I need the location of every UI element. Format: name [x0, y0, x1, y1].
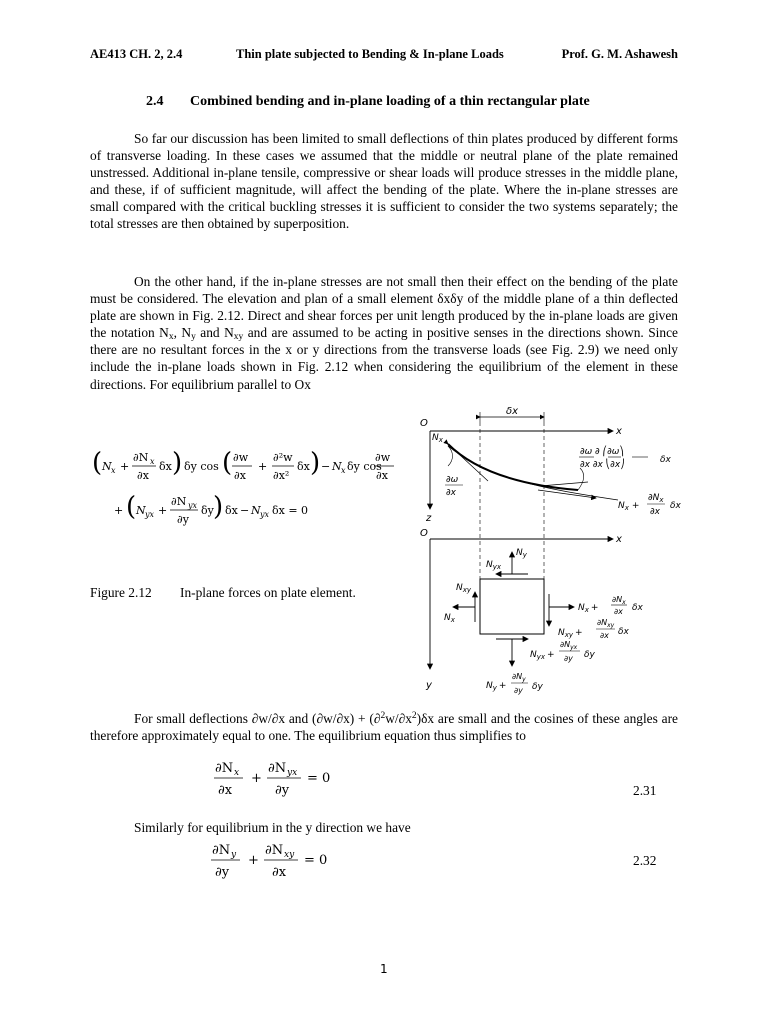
label-delta-x: δx: [618, 627, 629, 637]
eq-num: ∂N: [268, 761, 287, 776]
y-axis-label: y: [426, 680, 432, 691]
label-dNyx-den: ∂y: [564, 654, 573, 663]
eq-sub: x: [150, 457, 155, 466]
section-title: Combined bending and in-plane loading of a thin rectangular plate: [190, 94, 590, 109]
page-header: [90, 47, 678, 65]
eq-Nx: N: [102, 460, 112, 473]
equilibrium-equation: [92, 440, 402, 530]
eq-dw: ∂w: [375, 451, 391, 464]
label-dw-den: ∂x: [446, 488, 456, 498]
subscript: x: [168, 332, 174, 343]
caption-number: Figure 2.12: [90, 585, 152, 600]
eq-den: ∂y: [275, 783, 290, 798]
eq-rhs: = 0: [307, 771, 331, 786]
x-axis-label: x: [616, 426, 622, 437]
eq-plus: +: [158, 504, 168, 517]
section-heading: [146, 94, 590, 110]
superscript: 2: [411, 711, 417, 721]
subscript: xy: [233, 332, 244, 343]
label-Nyx-plus: $N_{yx}$ +: [530, 650, 555, 661]
eq-delta-x: δx: [159, 460, 172, 473]
equation-2-31: [213, 758, 343, 802]
paragraph-text: and N: [195, 325, 234, 341]
origin-label: O: [420, 418, 428, 429]
eq-plus: +: [258, 460, 268, 473]
paragraph-inplane: [90, 273, 678, 393]
header-course: AE413 CH. 2, 2.4: [90, 47, 183, 61]
paragraph-text: and are assumed to be acting in positive senses in the directions shown. Since there are no resultant forces in the x or y directions from the transverse loads (see Fig. 2.9) we need only include the in-plane loads shown in Fig. 2.12 when considering the equilibrium of the element in these directions. For equilibrium parallel to Ox: [90, 325, 678, 392]
label-dNx-den: ∂x: [650, 507, 660, 517]
label-dNx-num: $\partial N_x$: [648, 493, 664, 504]
eq-sub: yx: [188, 501, 198, 510]
label-slope-bot: ∂x ∂x ⎝∂x⎠: [580, 460, 625, 470]
eq-den: ∂x: [272, 865, 287, 880]
label-delta-x: δx: [670, 501, 681, 511]
eq-end: δx = 0: [272, 504, 309, 517]
eq-num: ∂N: [212, 843, 231, 858]
label-Nx-plus: $N_x$ +: [618, 501, 640, 512]
eq-d2w: ∂²w: [273, 451, 293, 464]
label-dNx-num: $\partial N_x$: [612, 595, 626, 606]
eq-dy-cos: δy cos: [347, 460, 382, 473]
eq-dx: ∂x: [234, 469, 246, 482]
eq-Nyx: N: [251, 504, 261, 517]
paragraph-small-deflections: [90, 710, 678, 744]
label-slope-top: ∂ω ∂ ⎛∂ω⎞: [580, 447, 624, 457]
paren-open: (: [92, 448, 103, 478]
eq-sub: x: [234, 768, 240, 778]
label-Nxy: $N_{xy}$: [456, 583, 472, 594]
eq-plus: +: [248, 853, 259, 868]
label-dNxy-num: $\partial N_{xy}$: [597, 618, 615, 629]
header-author: Prof. G. M. Ashawesh: [561, 47, 678, 61]
page-number: 1: [380, 962, 388, 976]
eq-den: ∂x: [218, 783, 233, 798]
label-Nx-plus-plan: $N_x$ +: [578, 603, 599, 614]
paragraph-y-direction: Similarly for equilibrium in the y direction we have: [134, 820, 411, 835]
label-dNy-num: $\partial N_y$: [512, 672, 526, 683]
paragraph-text: )δx are small and the cosines of these angles are therefore approximately equal to one. The equilibrium equation thus simplifies to: [90, 711, 678, 744]
eq-delta-y: δy: [201, 504, 214, 517]
eq-Nx: N: [332, 460, 342, 473]
label-delta-x: δx: [632, 603, 643, 613]
label-Nyx: $N_{yx}$: [486, 560, 502, 571]
eq-num: ∂N: [265, 843, 284, 858]
eq-minus: −: [240, 504, 250, 517]
header-title: Thin plate subjected to Bending & In-plane Loads: [236, 47, 504, 61]
paragraph-text: On the other hand, if the in-plane stresses are not small then their effect on the bending of the plate must be considered. The elevation and plan of a small element δxδy of the middle plane of a thin deflected plate are shown in Fig. 2.12. Direct and shear forces per unit length produced by the in-plane loads are given the notation N: [90, 274, 678, 341]
eq-sub: x: [111, 466, 116, 475]
eq-dw: ∂w: [233, 451, 249, 464]
eq-sub: yx: [145, 510, 155, 519]
figure-caption: [90, 585, 356, 601]
eq-Nyx: N: [136, 504, 146, 517]
label-dNx-den: ∂x: [614, 607, 623, 616]
eq-sub: yx: [260, 510, 270, 519]
paragraph-text: For small deflections ∂w/∂x and (∂w/∂x) + (∂: [134, 711, 381, 726]
paren-close: ): [213, 492, 224, 522]
label-dw-num: ∂ω: [446, 475, 459, 485]
label-Nx: $N_x$: [444, 613, 455, 624]
figure-inplane-forces: [418, 404, 690, 696]
label-dNy-den: ∂y: [514, 686, 523, 695]
paren-open: (: [222, 448, 233, 478]
paren-open: (: [126, 492, 137, 522]
label-delta-y: δy: [584, 650, 595, 660]
paragraph-text: w/∂x: [385, 711, 412, 726]
label-Nx: $N_x$: [432, 433, 443, 444]
equation-number: 2.31: [633, 783, 657, 798]
eq-dN: ∂N: [133, 451, 149, 464]
eq-den: ∂y: [215, 865, 230, 880]
paren-close: ): [172, 448, 183, 478]
eq-dy: ∂y: [177, 513, 189, 526]
eq-sub: xy: [284, 850, 295, 860]
subscript: y: [191, 332, 196, 343]
origin-label: O: [420, 528, 428, 539]
x-axis-label: x: [616, 534, 622, 545]
eq-sub: y: [231, 850, 237, 860]
eq-num: ∂N: [215, 761, 234, 776]
section-number: 2.4: [146, 94, 164, 109]
dimension-dx: δx: [506, 406, 519, 417]
label-Ny-plus: $N_y$ +: [486, 681, 507, 692]
paren-close: ): [310, 448, 321, 478]
label-dNyx-num: $\partial N_{yx}$: [560, 640, 578, 651]
superscript: 2: [380, 711, 386, 721]
eq-minus: −: [321, 460, 331, 473]
eq-plus: +: [251, 771, 262, 786]
eq-sub: x: [341, 466, 346, 475]
label-Nxy-plus: $N_{xy}$ +: [558, 628, 583, 639]
caption-text: In-plane forces on plate element.: [180, 585, 356, 600]
eq-delta-x: δx: [225, 504, 238, 517]
eq-dx: ∂x: [376, 469, 388, 482]
eq-sub: yx: [287, 768, 298, 778]
paragraph-text: , N: [173, 325, 192, 341]
eq-plus: +: [120, 460, 130, 473]
eq-rhs: = 0: [304, 853, 328, 868]
eq-delta-x: δx: [297, 460, 310, 473]
label-delta-y: δy: [532, 682, 543, 692]
z-axis-label: z: [426, 513, 432, 524]
paragraph-intro: So far our discussion has been limited to small deflections of thin plates produced by different forms of transverse loading. In these cases we assumed that the middle or neutral plane of the plate remained unstressed. Additional in-plane tensile, compressive or shear loads will produce stresses in the middle plane, and these, if of sufficient magnitude, will affect the bending of the plate. Where the in-plane stresses are small compared with the critical buckling stresses it is sufficient to consider the two systems separately; the total stresses are then obtained by superposition.: [90, 131, 678, 232]
equation-2-32: [210, 840, 340, 884]
label-dNxy-den: ∂x: [600, 631, 609, 640]
eq-dx: ∂x: [137, 469, 149, 482]
equation-number: 2.32: [633, 853, 657, 868]
eq-plus: +: [114, 504, 124, 517]
label-Ny: $N_y$: [516, 548, 527, 559]
label-slope-dx: δx: [660, 455, 671, 465]
eq-dy-cos: δy cos: [184, 460, 219, 473]
eq-dx2: ∂x²: [273, 469, 290, 482]
eq-dNyx: ∂N: [171, 495, 187, 508]
